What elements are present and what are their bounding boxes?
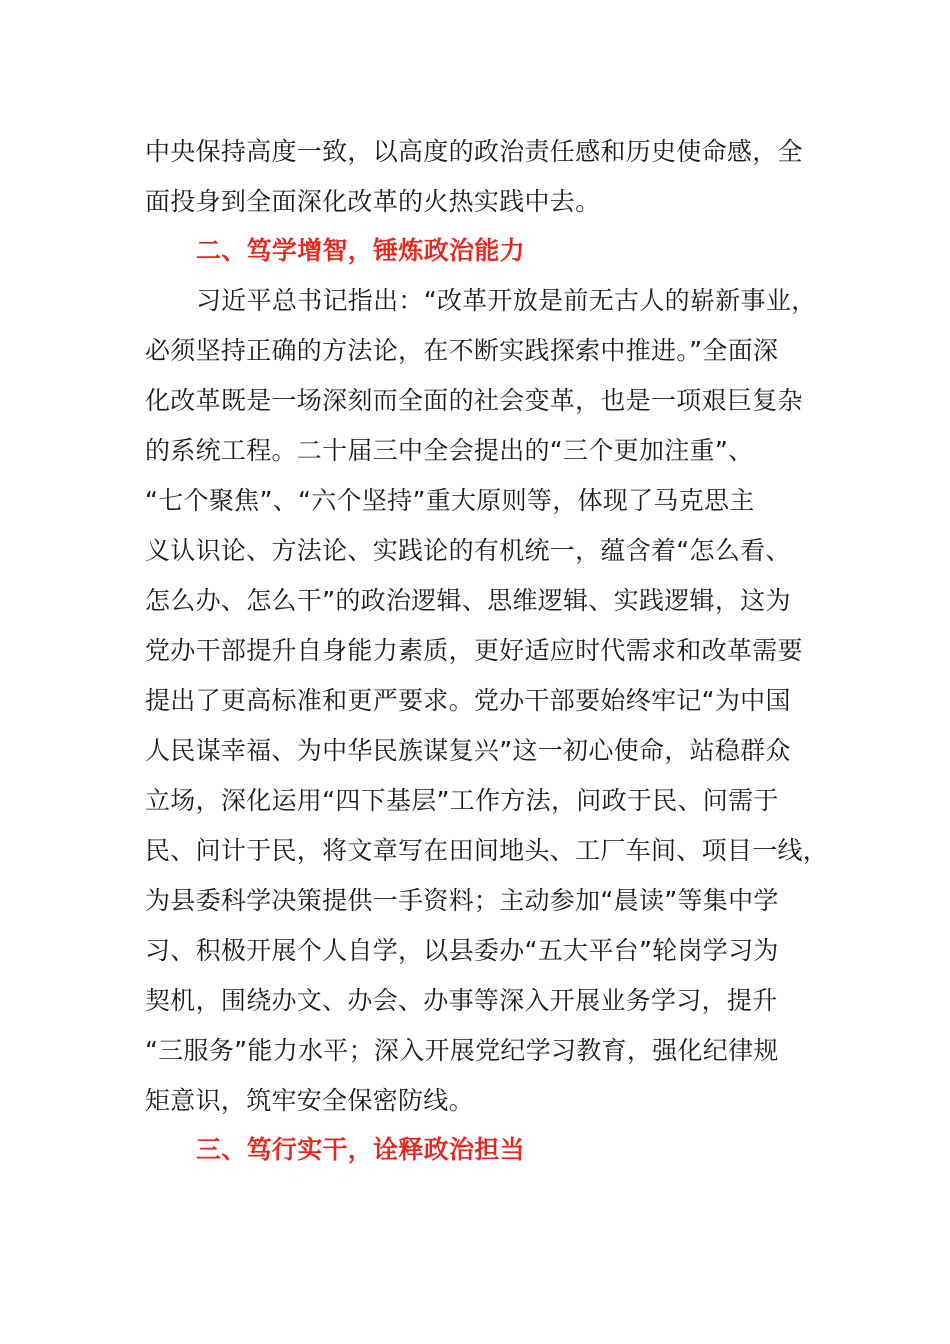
body-text-line: 习、积极开展个人自学，以县委办“五大平台”轮岗学习为 bbox=[145, 936, 779, 965]
body-text-line: 为县委科学决策提供一手资料；主动参加“晨读”等集中学 bbox=[145, 886, 779, 915]
body-text-line: 化改革既是一场深刻而全面的社会变革，也是一项艰巨复杂 bbox=[145, 386, 803, 415]
section-heading-2: 二、笃学增智，锤炼政治能力 bbox=[196, 236, 525, 265]
body-text-line: 民、问计于民，将文章写在田间地头、工厂车间、项目一线， bbox=[145, 836, 829, 865]
body-text-line: 提出了更高标准和更严要求。党办干部要始终牢记“为中国 bbox=[145, 686, 791, 715]
body-text-line: “七个聚焦”、“六个坚持”重大原则等，体现了马克思主 bbox=[145, 486, 755, 515]
body-text-line: “三服务”能力水平；深入开展党纪学习教育，强化纪律规 bbox=[145, 1036, 779, 1065]
body-text-line: 契机，围绕办文、办会、办事等深入开展业务学习，提升 bbox=[145, 986, 778, 1015]
body-text-line: 立场，深化运用“四下基层”工作方法，问政于民、问需于 bbox=[145, 786, 779, 815]
body-text-line: 矩意识，筑牢安全保密防线。 bbox=[145, 1086, 474, 1115]
body-text-line: 面投身到全面深化改革的火热实践中去。 bbox=[145, 187, 601, 216]
section-heading-3: 三、笃行实干，诠释政治担当 bbox=[196, 1135, 525, 1164]
body-text-line: 义认识论、方法论、实践论的有机统一，蕴含着“怎么看、 bbox=[145, 536, 791, 565]
body-text-line: 党办干部提升自身能力素质，更好适应时代需求和改革需要 bbox=[145, 636, 803, 665]
body-text-line: 人民谋幸福、为中华民族谋复兴”这一初心使命，站稳群众 bbox=[145, 736, 791, 765]
body-text-line: 的系统工程。二十届三中全会提出的“三个更加注重”、 bbox=[145, 436, 754, 465]
body-text-line: 怎么办、怎么干”的政治逻辑、思维逻辑、实践逻辑，这为 bbox=[145, 586, 791, 615]
body-text-line: 中央保持高度一致，以高度的政治责任感和历史使命感，全 bbox=[145, 137, 803, 166]
body-text-line: 必须坚持正确的方法论，在不断实践探索中推进。”全面深 bbox=[145, 336, 779, 365]
body-text-line: 习近平总书记指出：“改革开放是前无古人的崭新事业， bbox=[196, 286, 817, 315]
